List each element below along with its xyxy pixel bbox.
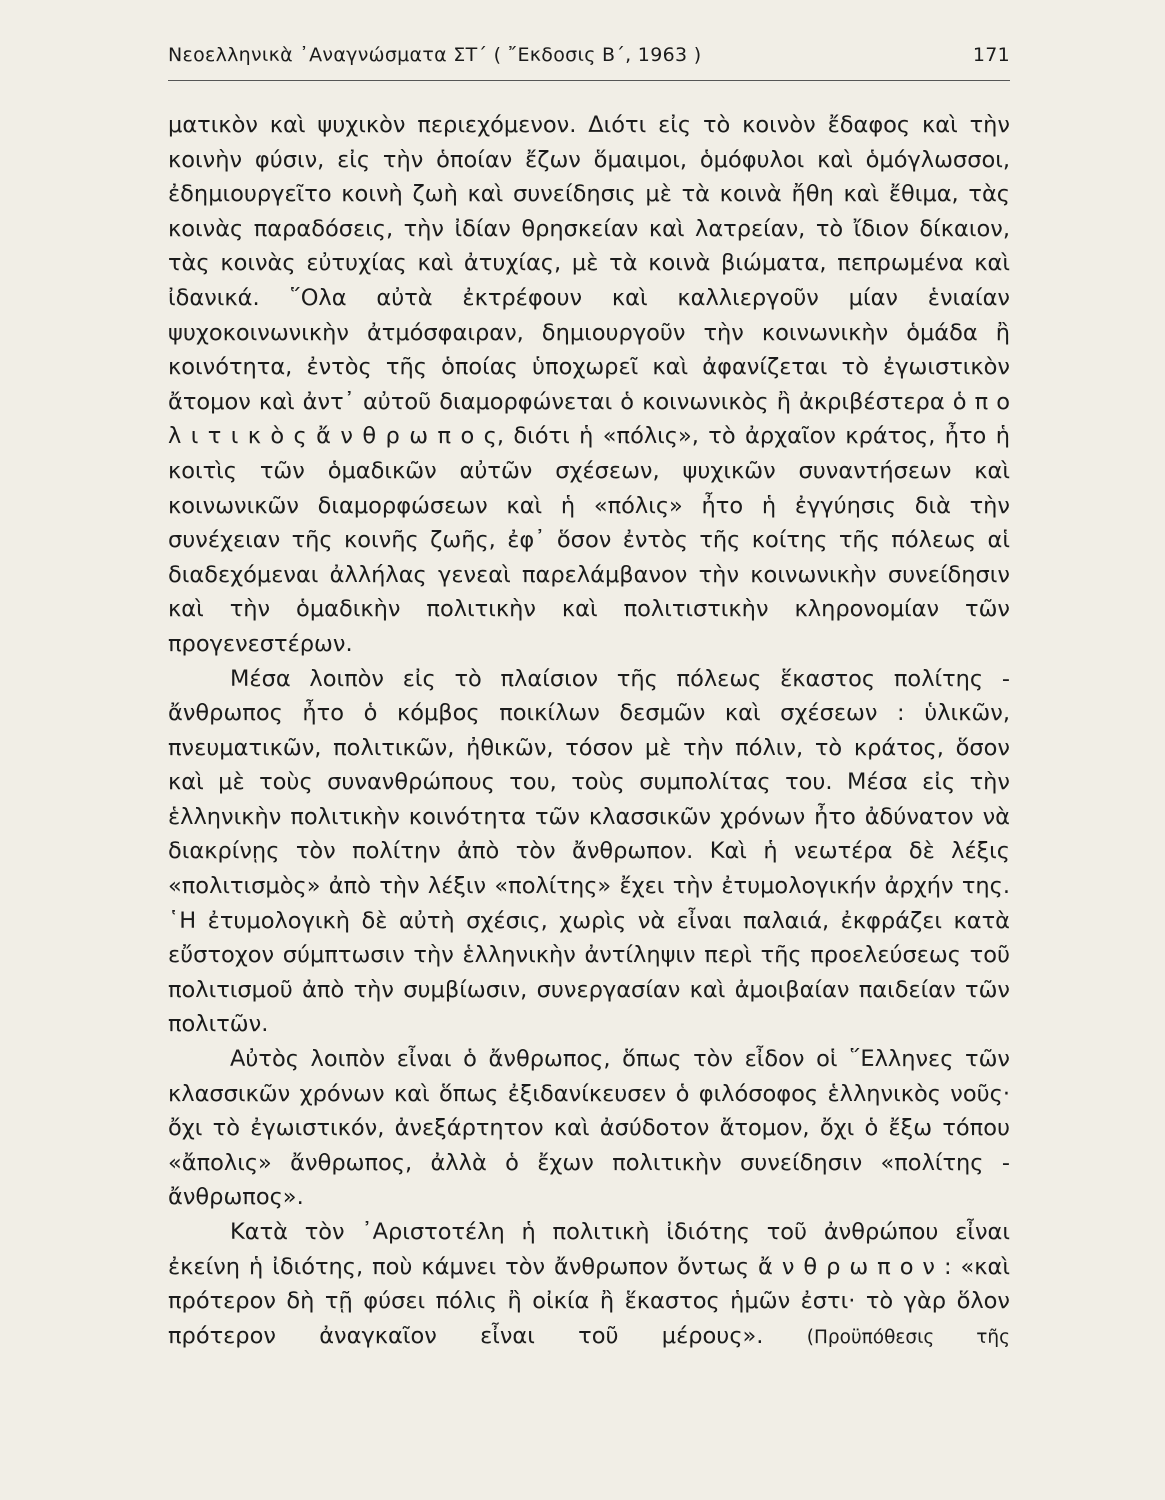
header-rule (168, 80, 1010, 81)
header-title: Νεοελληνικὰ ᾿Αναγνώσματα ΣΤ΄ ( ῎Εκδοσις Β΄, 1963 ) (168, 44, 702, 66)
paragraph: Αὐτὸς λοιπὸν εἶναι ὁ ἄνθρωπος, ὅπως τὸν εἶδον οἱ ῞Ελληνες τῶν κλασσικῶν χρόνων καὶ ὅπως ἐξιδανίκευσεν ὁ φιλόσοφος ἑλληνικὸς νοῦς· ὄχι τὸ ἐγωιστικόν, ἀνεξάρτητον καὶ ἀσύδοτον ἄτομον, ὄχι ὁ ἔξω τόπου «ἄπολις» ἄνθρωπος, ἀλλὰ ὁ ἔχων πολιτικὴν συνείδησιν «πολίτης - ἄνθρωπος». (168, 1046, 1010, 1211)
page-number: 171 (972, 44, 1010, 66)
body-text (168, 108, 1010, 1355)
paragraph-text: Κατὰ τὸν ᾿Αριστοτέλη ἡ πολιτικὴ ἰδιότης τοῦ ἀνθρώπου εἶναι ἐκείνη ἡ ἰδιότης, ποὺ κάμνει τὸν ἄνθρωπον ὄντως ἄ ν θ ρ ω π ο ν : «καὶ πρότερον δὴ τῇ φύσει πόλις ἢ οἰκία ἢ ἕκαστος ἡμῶν ἐστι· τὸ γὰρ ὅλον πρότερον ἀναγκαῖον εἶναι τοῦ μέρους». (168, 1219, 1010, 1349)
paragraph: Μέσα λοιπὸν εἰς τὸ πλαίσιον τῆς πόλεως ἕκαστος πολίτης - ἄνθρωπος ἦτο ὁ κόμβος ποικίλων δεσμῶν καὶ σχέσεων : ὑλικῶν, πνευματικῶν, πολιτικῶν, ἠθικῶν, τόσον μὲ τὴν πόλιν, τὸ κράτος, ὅσον καὶ μὲ τοὺς συνανθρώπους του, τοὺς συμπολίτας του. Μέσα εἰς τὴν ἑλληνικὴν πολιτικὴν κοινότητα τῶν κλασσικῶν χρόνων ἦτο ἀδύνατον νὰ διακρίνῃς τὸν πολίτην ἀπὸ τὸν ἄνθρωπον. Καὶ ἡ νεωτέρα δὲ λέξις «πολιτισμὸς» ἀπὸ τὴν λέξιν «πολίτης» ἔχει τὴν ἐτυμολογικήν ἀρχήν της. ῾Η ἐτυμολογικὴ δὲ αὐτὴ σχέσις, χωρὶς νὰ εἶναι παλαιά, ἐκφράζει κατὰ εὔστοχον σύμπτωσιν τὴν ἑλληνικὴν ἀντίληψιν περὶ τῆς προελεύσεως τοῦ πολιτισμοῦ ἀπὸ τὴν συμβίωσιν, συνεργασίαν καὶ ἀμοιβαίαν παιδείαν τῶν πολιτῶν. (168, 665, 1010, 1038)
continuation-text: (Προϋπόθεσις τῆς (806, 1326, 1010, 1348)
running-header (168, 44, 1010, 72)
paragraph: ματικὸν καὶ ψυχικὸν περιεχόμενον. Διότι εἰς τὸ κοινὸν ἔδαφος καὶ τὴν κοινὴν φύσιν, εἰς τὴν ὁποίαν ἔζων ὅμαιμοι, ὁμόφυλοι καὶ ὁμόγλωσσοι, ἐδημιουργεῖτο κοινὴ ζωὴ καὶ συνείδησις μὲ τὰ κοινὰ ἤθη καὶ ἔθιμα, τὰς κοινὰς παραδόσεις, τὴν ἰδίαν θρησκείαν καὶ λατρείαν, τὸ ἴδιον δίκαιον, τὰς κοινὰς εὐτυχίας καὶ ἀτυχίας, μὲ τὰ κοινὰ βιώματα, πεπρωμένα καὶ ἰδανικά. ῞Ολα αὐτὰ ἐκτρέφουν καὶ καλλιεργοῦν μίαν ἑνιαίαν ψυχοκοινωνικὴν ἀτμόσφαιραν, δημιουργοῦν τὴν κοινωνικὴν ὁμάδα ἢ κοινότητα, ἐντὸς τῆς ὁποίας ὑποχωρεῖ καὶ ἀφανίζεται τὸ ἐγωιστικὸν ἄτομον καὶ ἀντ᾿ αὐτοῦ διαμορφώνεται ὁ κοινωνικὸς ἢ ἀκριβέστερα ὁ π ο λ ι τ ι κ ὸ ς ἄ ν θ ρ ω π ο ς, διότι ἡ «πόλις», τὸ ἀρχαῖον κράτος, ἦτο ἡ κοιτὶς τῶν ὁμαδικῶν αὐτῶν σχέσεων, ψυχικῶν συναντήσεων καὶ κοινωνικῶν διαμορφώσεων καὶ ἡ «πόλις» ἦτο ἡ ἐγγύησις διὰ τὴν συνέχειαν τῆς κοινῆς ζωῆς, ἐφ᾿ ὅσον ἐντὸς τῆς κοίτης τῆς πόλεως αἱ διαδεχόμεναι ἀλλήλας γενεαὶ παρελάμβανον τὴν κοινωνικὴν συνείδησιν καὶ τὴν ὁμαδικὴν πολιτικὴν καὶ πολιτιστικὴν κληρονομίαν τῶν προγενεστέρων. (168, 112, 1010, 657)
paragraph (168, 1215, 1010, 1355)
